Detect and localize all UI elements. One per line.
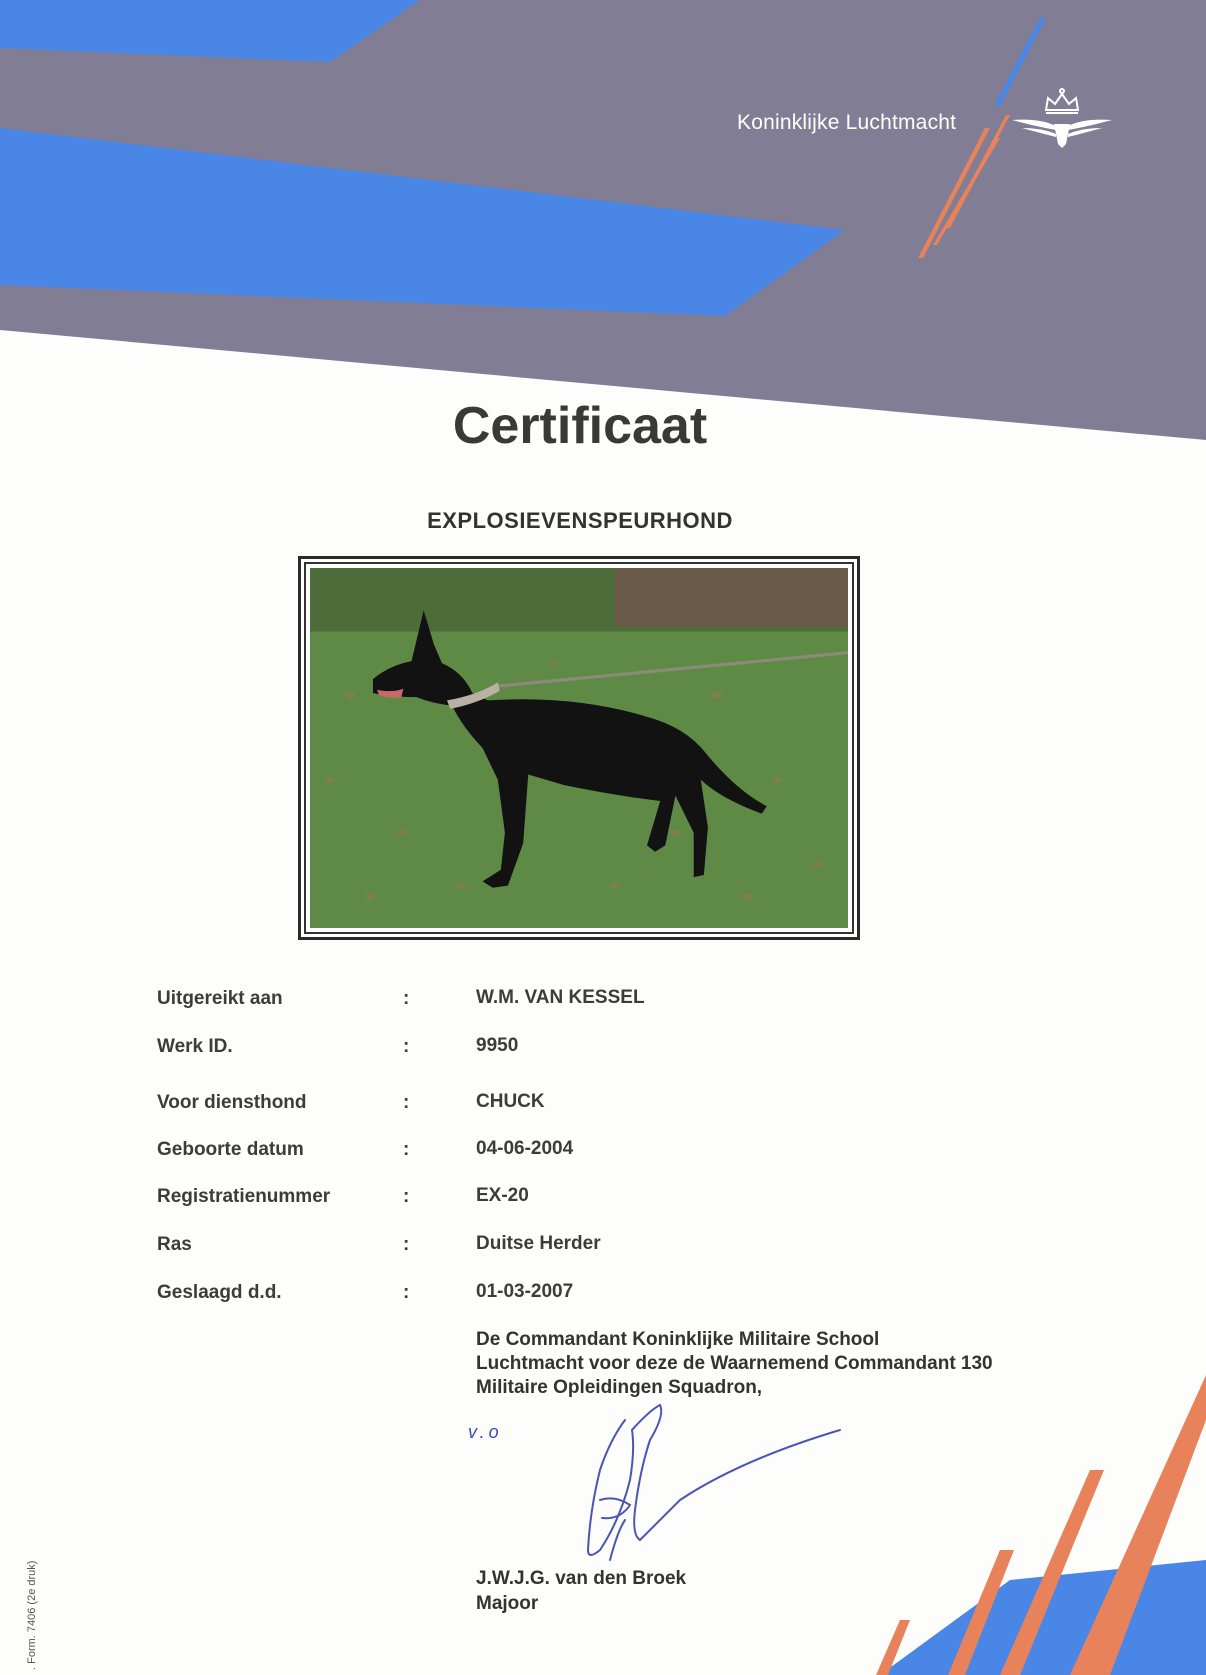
commander-statement	[476, 1328, 993, 1400]
form-number: . Form. 7406 (2e druk)	[26, 1560, 38, 1670]
commander-line: Militaire Opleidingen Squadron,	[476, 1377, 763, 1398]
field-label-work-id: Werk ID.	[157, 1036, 233, 1057]
field-label-passed-date: Geslaagd d.d.	[157, 1282, 282, 1303]
field-colon: :	[403, 1234, 410, 1255]
signature-initials: v.o	[468, 1422, 503, 1442]
field-value-registration-number: EX-20	[476, 1185, 529, 1206]
commander-line: Luchtmacht voor deze de Waarnemend Commandant 130	[476, 1353, 993, 1374]
field-value-passed-date: 01-03-2007	[476, 1281, 574, 1302]
certificate-title: Certificaat	[452, 397, 708, 455]
dog-photo	[310, 568, 848, 928]
field-colon: :	[403, 1036, 410, 1057]
field-value-breed: Duitse Herder	[476, 1233, 601, 1254]
field-value-service-dog: CHUCK	[476, 1091, 545, 1112]
field-value-birth-date: 04-06-2004	[476, 1138, 574, 1159]
signatory-rank: Majoor	[476, 1593, 539, 1614]
field-colon: :	[403, 1092, 410, 1113]
photo-frame	[298, 556, 860, 940]
handwritten-signature	[540, 1400, 850, 1570]
field-value-work-id: 9950	[476, 1035, 519, 1056]
field-colon: :	[403, 1139, 410, 1160]
field-label-registration-number: Registratienummer	[157, 1186, 331, 1207]
field-label-service-dog: Voor diensthond	[157, 1092, 307, 1113]
field-colon: :	[403, 988, 410, 1009]
signatory-name: J.W.J.G. van den Broek	[476, 1568, 687, 1589]
field-colon: :	[403, 1282, 410, 1303]
field-label-breed: Ras	[157, 1234, 192, 1255]
field-label-birth-date: Geboorte datum	[157, 1139, 304, 1160]
commander-line: De Commandant Koninklijke Militaire School	[476, 1329, 880, 1350]
field-label-issued-to: Uitgereikt aan	[157, 988, 283, 1009]
royal-crown-wings-icon	[1010, 82, 1114, 152]
field-value-issued-to: W.M. VAN KESSEL	[476, 987, 645, 1008]
brand-name: Koninklijke Luchtmacht	[737, 111, 957, 134]
certificate-subtitle: EXPLOSIEVENSPEURHOND	[427, 508, 733, 533]
field-colon: :	[403, 1186, 410, 1207]
